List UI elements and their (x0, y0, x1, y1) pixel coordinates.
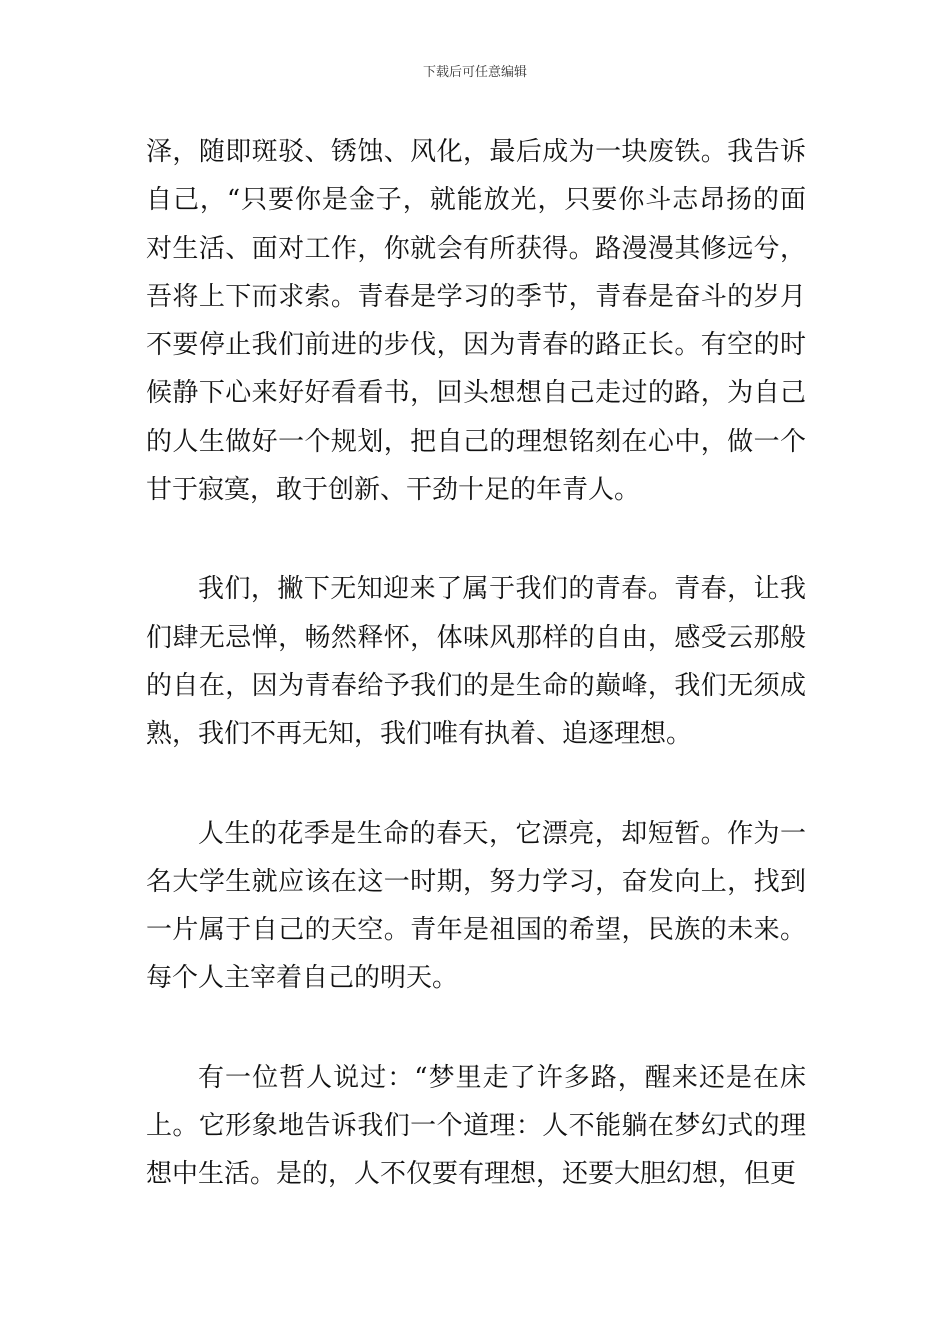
paragraph-4: 有一位哲人说过：“梦里走了许多路，醒来还是在床上。它形象地告诉我们一个道理：人不能躺在梦幻式的理想中生活。是的，人不仅要有理想，还要大胆幻想，但更 (146, 1062, 806, 1190)
document-body (146, 128, 806, 1199)
page-header-note: 下载后可任意编辑 (422, 65, 527, 80)
paragraph-3: 人生的花季是生命的春天，它漂亮，却短暂。作为一名大学生就应该在这一时期，努力学习，奋发向上，找到一片属于自己的天空。青年是祖国的希望，民族的未来。每个人主宰着自己的明天。 (146, 818, 806, 994)
paragraph-1: 泽，随即斑驳、锈蚀、风化，最后成为一块废铁。我告诉自己，“只要你是金子，就能放光，只要你斗志昂扬的面对生活、面对工作，你就会有所获得。路漫漫其修远兮，吾将上下而求索。青春是学习的季节，青春是奋斗的岁月不要停止我们前进的步伐，因为青春的路正长。有空的时候静下心来好好看看书，回头想想自己走过的路，为自己的人生做好一个规划，把自己的理想铭刻在心中，做一个甘于寂寞，敢于创新、干劲十足的年青人。 (146, 137, 806, 506)
paragraph-2: 我们，撇下无知迎来了属于我们的青春。青春，让我们肆无忌惮，畅然释怀，体味风那样的自由，感受云那般的自在，因为青春给予我们的是生命的巅峰，我们无须成熟，我们不再无知，我们唯有执着、追逐理想。 (146, 574, 806, 750)
